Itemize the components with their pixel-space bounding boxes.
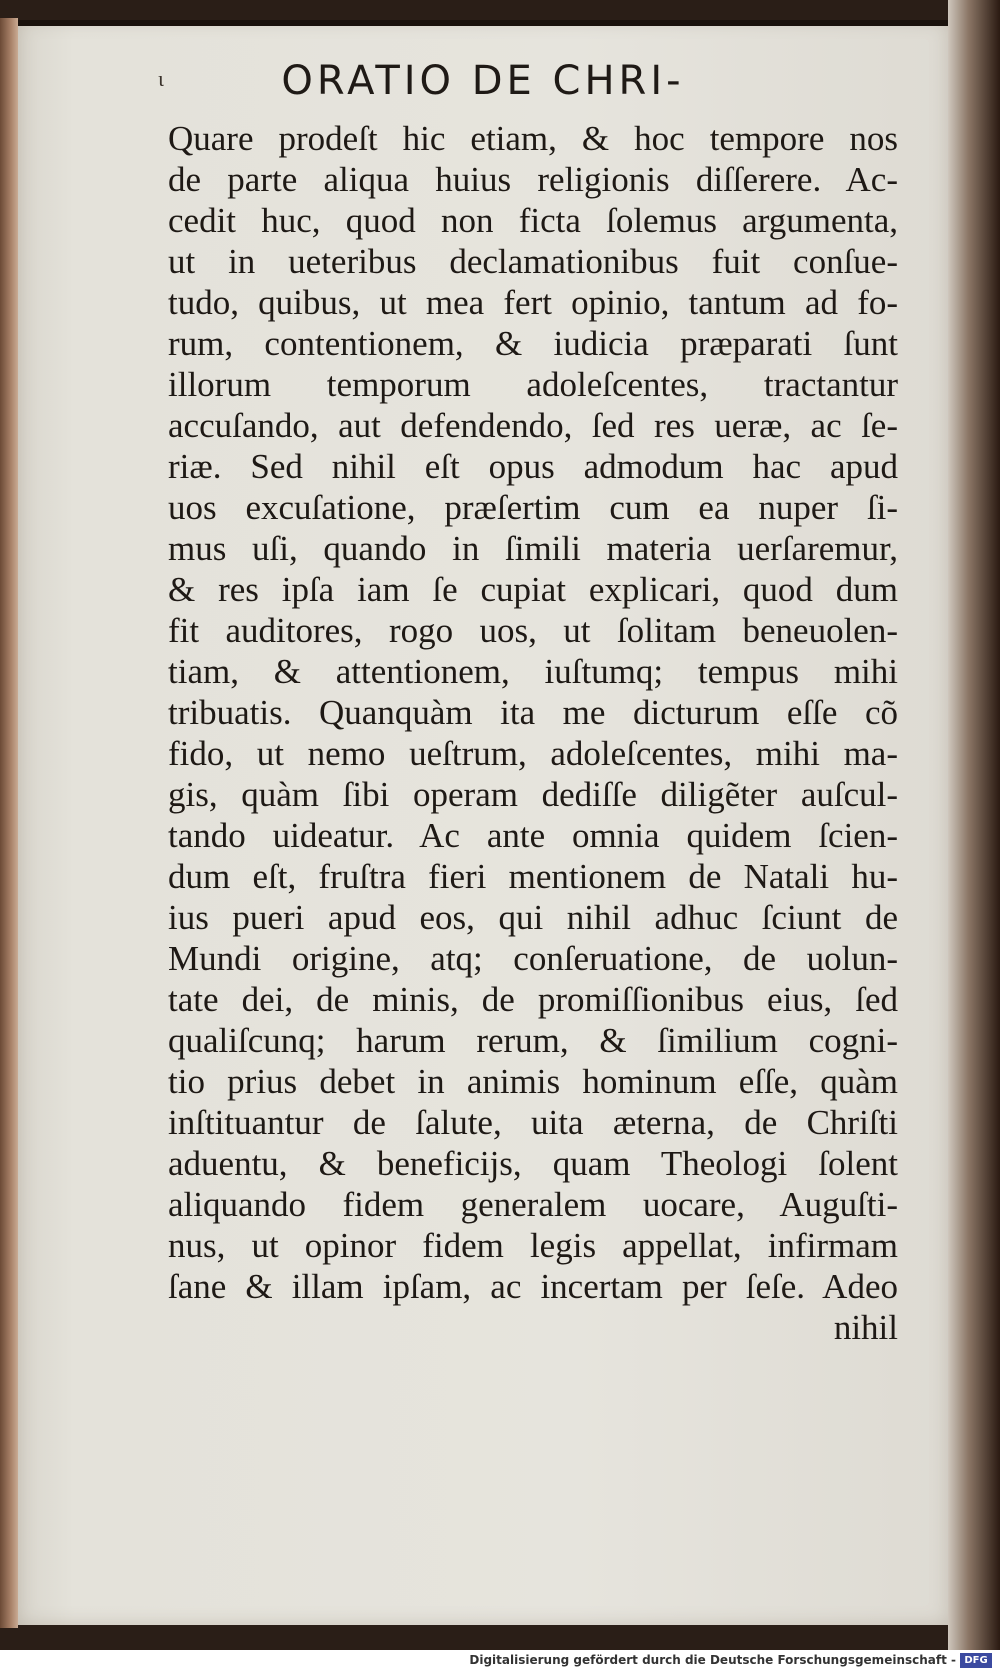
running-head bbox=[18, 58, 948, 104]
text-line: fit auditores, rogo uos, ut ſolitam beneuolen- bbox=[168, 611, 898, 650]
text-line: tiam, & attentionem, iuſtumq; tempus mihi bbox=[168, 652, 898, 691]
text-line: cedit huc, quod non ficta ſolemus argumenta, bbox=[168, 201, 898, 240]
text-line: Quare prodeſt hic etiam, & hoc tempore nos bbox=[168, 119, 898, 158]
text-line: tando uideatur. Ac ante omnia quidem ſcien- bbox=[168, 816, 898, 855]
book-page-edges bbox=[948, 0, 1000, 1650]
text-line: riæ. Sed nihil eſt opus admodum hac apud bbox=[168, 447, 898, 486]
text-line: gis, quàm ſibi operam dediſſe diligẽter auſcul- bbox=[168, 775, 898, 814]
text-line: illorum temporum adoleſcentes, tractantur bbox=[168, 365, 898, 404]
text-line: mus uſi, quando in ſimili materia uerſaremur, bbox=[168, 529, 898, 568]
body-text bbox=[168, 118, 898, 1348]
text-line: fido, ut nemo ueſtrum, adoleſcentes, mihi ma- bbox=[168, 734, 898, 773]
text-line: aliquando fidem generalem uocare, Auguſti- bbox=[168, 1185, 898, 1224]
text-line: ius pueri apud eos, qui nihil adhuc ſciunt de bbox=[168, 898, 898, 937]
page-top-shadow bbox=[18, 20, 948, 26]
text-line: qualiſcunq; harum rerum, & ſimilium cogni- bbox=[168, 1021, 898, 1060]
text-line: uos excuſatione, præſertim cum ea nuper ſi- bbox=[168, 488, 898, 527]
funding-credit: Digitalisierung gefördert durch die Deutsche Forschungsgemeinschaft - bbox=[469, 1653, 956, 1667]
text-line: rum, contentionem, & iudicia præparati ſunt bbox=[168, 324, 898, 363]
text-line: tate dei, de minis, de promiſſionibus eius, ſed bbox=[168, 980, 898, 1019]
book-spine-edge bbox=[0, 18, 18, 1628]
text-line: aduentu, & beneficijs, quam Theologi ſolent bbox=[168, 1144, 898, 1183]
text-line: tribuatis. Quanquàm ita me dicturum eſſe cõ bbox=[168, 693, 898, 732]
page-mark: ι bbox=[158, 66, 164, 91]
text-line: de parte aliqua huius religionis diſſerere. Ac- bbox=[168, 160, 898, 199]
footer-bar bbox=[0, 1650, 1000, 1672]
text-line: inſtituantur de ſalute, uita æterna, de Chriſti bbox=[168, 1103, 898, 1142]
running-head-title: ORATIO DE CHRI- bbox=[281, 58, 685, 104]
book-page bbox=[18, 20, 948, 1625]
text-line: tudo, quibus, ut mea fert opinio, tantum ad fo- bbox=[168, 283, 898, 322]
dfg-logo: DFG bbox=[960, 1653, 992, 1668]
catchword: nihil bbox=[833, 1308, 898, 1347]
text-line: tio prius debet in animis hominum eſſe, quàm bbox=[168, 1062, 898, 1101]
text-line: ut in ueteribus declamationibus fuit conſue- bbox=[168, 242, 898, 281]
text-line: dum eſt, fruſtra fieri mentionem de Natali hu- bbox=[168, 857, 898, 896]
text-line: accuſando, aut defendendo, ſed res ueræ, ac ſe- bbox=[168, 406, 898, 445]
text-line: Mundi origine, atq; conſeruatione, de uolun- bbox=[168, 939, 898, 978]
text-line: ſane & illam ipſam, ac incertam per ſeſe. Adeo bbox=[168, 1267, 898, 1306]
text-line: & res ipſa iam ſe cupiat explicari, quod dum bbox=[168, 570, 898, 609]
text-line: nus, ut opinor fidem legis appellat, infirmam bbox=[168, 1226, 898, 1265]
